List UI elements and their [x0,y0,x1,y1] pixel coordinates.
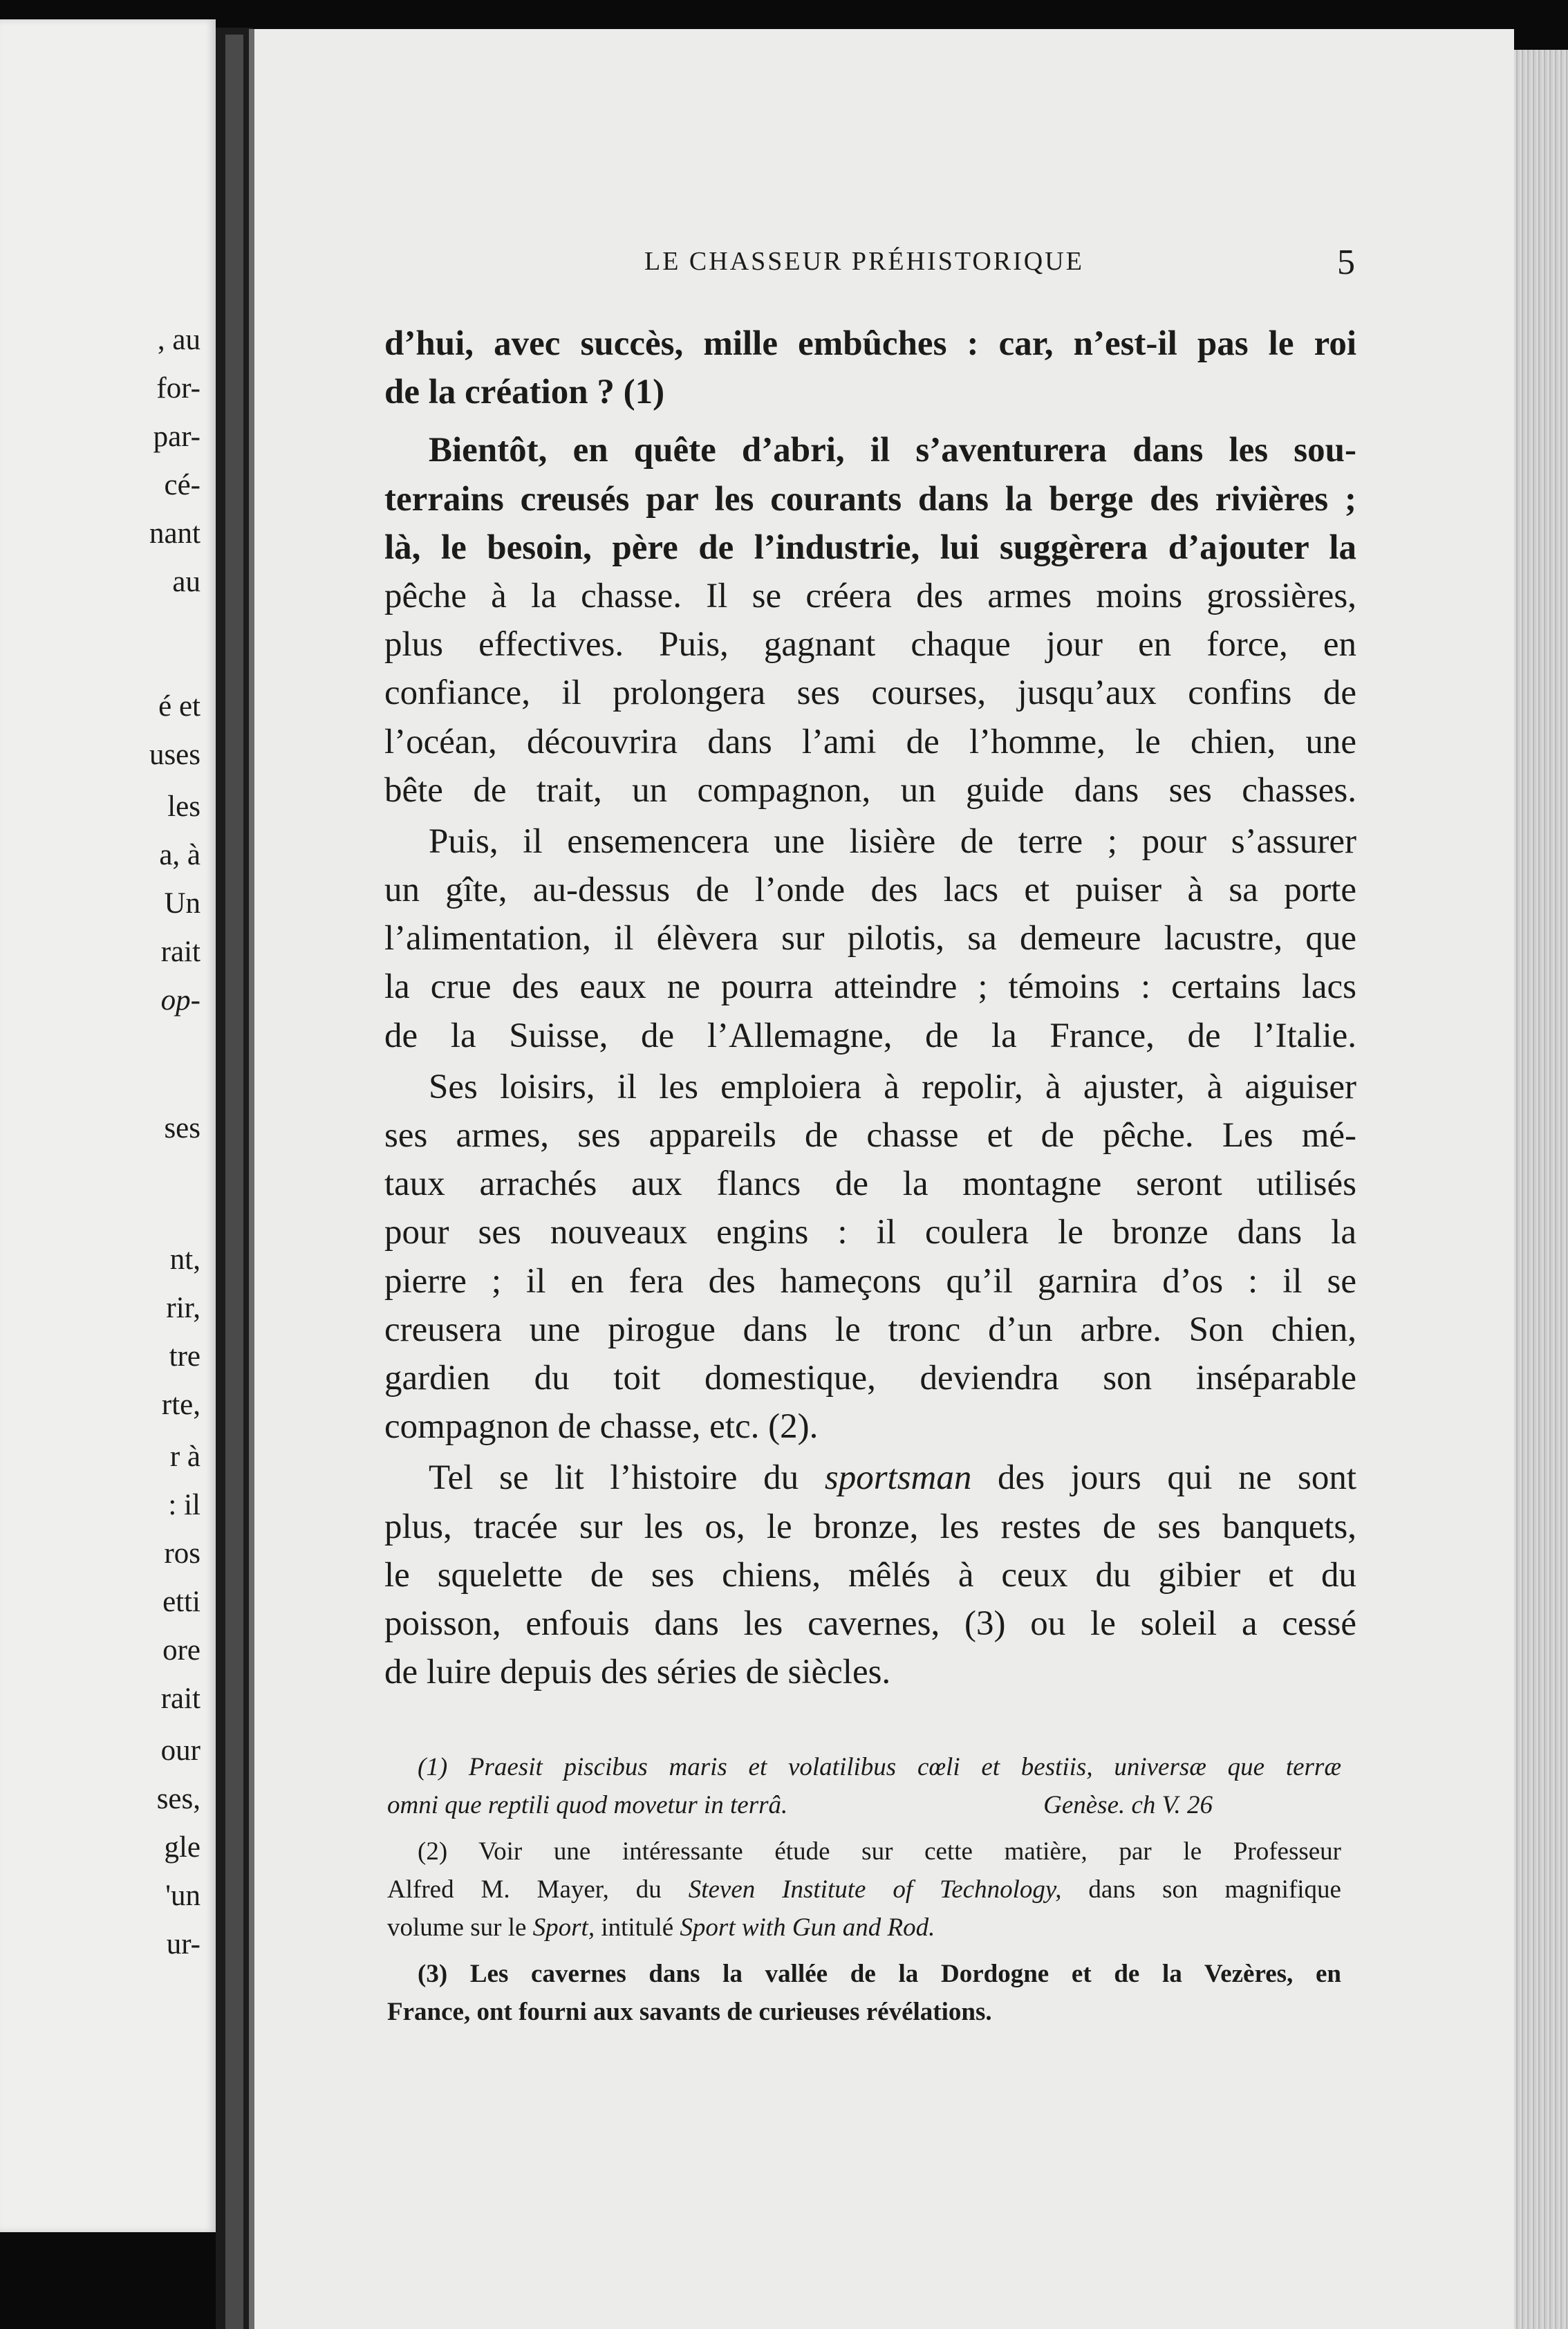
footnote-2-text: volume sur le [387,1913,533,1942]
previous-page-fragment: nt, [169,1243,200,1276]
previous-page-fragment: ros [164,1537,200,1570]
text-line: pour ses nouveaux engins : il coulera le bronze dans la [384,1213,1356,1252]
text-line: l’océan, découvrira dans l’ami de l’homme, le chien, une [384,722,1356,761]
running-head: LE CHASSEUR PRÉHISTORIQUE [644,247,1084,276]
previous-page-fragment: rte, [161,1389,200,1421]
text-line: de la création ? (1) [384,373,665,412]
text-line: de luire depuis des séries de siècles. [384,1653,891,1692]
text-line: ses armes, ses appareils de chasse et de pêche. Les mé- [384,1116,1356,1155]
text-line: terrains creusés par les courants dans la berge des rivières ; [384,479,1356,519]
body-text [384,319,1356,1696]
page-number: 5 [1337,243,1355,282]
text-run: des jours qui ne sont [971,1458,1357,1498]
text-line: pêche à la chasse. Il se créera des armes moins grossières, [384,576,1356,615]
previous-page-fragment: 'un [165,1880,200,1912]
previous-page-fragment: ses, [156,1783,200,1815]
footnote-2-text: Alfred M. Mayer, du [387,1875,689,1904]
text-line: de la Suisse, de l’Allemagne, de la France, de l’Italie. [384,1016,1356,1055]
previous-page-fragment: for- [156,372,200,405]
text-line: plus, tracée sur les os, le bronze, les restes de ses banquets, [384,1507,1356,1546]
text-line: l’alimentation, il élèvera sur pilotis, sa demeure lacustre, que [384,919,1356,958]
page-stack-edges [1514,50,1568,2329]
footnote-2-line: (2) Voir une intéressante étude sur cette matière, par le Professeur [418,1837,1341,1866]
footnote-1-line [387,1786,1341,1824]
text-line: d’hui, avec succès, mille embûches : car, n’est-il pas le roi [384,324,1356,363]
text-line: le squelette de ses chiens, mêlés à ceux du gibier et du [384,1555,1356,1595]
previous-page-fragment: rir, [166,1292,200,1324]
text-line: taux arrachés aux flancs de la montagne seront utilisés [384,1164,1356,1204]
footnote-2-title: Sport, [532,1913,595,1942]
footnote-2-line [387,1871,1341,1909]
previous-page-fragment: uses [149,739,200,771]
previous-page-fragment: Un [164,887,200,920]
previous-page-fragment: a, à [159,839,200,871]
footnote-1-text: omni que reptili quod movetur in terrâ. [387,1791,788,1819]
footnote-1-line: (1) Praesit piscibus maris et volatilibus cœli et bestiis, universæ que terræ [418,1753,1341,1781]
text-line: creusera une pirogue dans le tronc d’un arbre. Son chien, [384,1310,1356,1349]
previous-page-fragment: é et [158,690,200,723]
previous-page-fragment: par- [153,420,200,453]
previous-page-fragment: op- [160,984,200,1017]
text-line: un gîte, au-dessus de l’onde des lacs et puiser à sa porte [384,871,1356,910]
text-line: confiance, il prolongera ses courses, jusqu’aux confins de [384,674,1356,713]
previous-page-fragment: rait [160,1682,200,1715]
text-line: compagnon de chasse, etc. (2). [384,1407,819,1447]
text-line: gardien du toit domestique, deviendra son inséparable [384,1358,1356,1398]
text-run: Tel se lit l’histoire du [429,1458,799,1498]
footnote-2-title: Steven Institute of Technology, [688,1875,1062,1904]
text-line: plus effectives. Puis, gagnant chaque jour en force, en [384,625,1356,665]
previous-page-fragment: ses [164,1112,200,1144]
text-line: Bientôt, en quête d’abri, il s’aventurera dans les sou- [429,431,1356,470]
previous-page-fragment: our [160,1734,200,1767]
previous-page-edge [0,19,216,2232]
footnote-3-line: (3) Les cavernes dans la vallée de la Dordogne et de la Vezères, en [418,1960,1341,1988]
footnotes [387,1748,1341,2031]
previous-page-fragment: , au [157,324,200,356]
emphasis: sportsman [824,1458,972,1498]
previous-page-fragment: : il [168,1489,200,1521]
text-line: poisson, enfouis dans les cavernes, (3) ou le soleil a cessé [384,1604,1356,1643]
text-line: Puis, il ensemencera une lisière de terre ; pour s’assurer [429,822,1356,861]
footnote-2-text: dans son magnifique [1061,1875,1341,1904]
text-line: pierre ; il en fera des hameçons qu’il garnira d’os : il se [384,1261,1356,1301]
text-line: Ses loisirs, il les emploiera à repolir, à ajuster, à aiguiser [429,1067,1356,1106]
text-line: là, le besoin, père de l’industrie, lui suggèrera d’ajouter la [384,528,1356,567]
footnote-1-reference: Genèse. ch V. 26 [1043,1791,1213,1819]
footnote-2-text: intitulé [595,1913,680,1942]
previous-page-fragment: ur- [166,1928,200,1960]
gutter-shadow [225,35,243,2329]
text-line: bête de trait, un compagnon, un guide dans ses chasses. [384,770,1356,810]
footnote-3-line: France, ont fourni aux savants de curieuses révélations. [387,1998,992,2026]
footnote-2-title: Sport with Gun and Rod. [680,1913,935,1942]
previous-page-fragment: gle [164,1831,200,1864]
text-line [384,1454,1356,1502]
text-line: la crue des eaux ne pourra atteindre ; témoins : certains lacs [384,967,1356,1007]
previous-page-fragment: ore [162,1634,200,1667]
previous-page-fragment: etti [162,1586,200,1618]
previous-page-fragment: cé- [164,469,200,501]
page-edge-line [249,29,254,2329]
previous-page-fragment: r à [169,1440,200,1473]
previous-page-fragment: les [167,790,200,823]
previous-page-fragment: tre [169,1340,200,1373]
footnote-2-line [387,1909,1341,1947]
previous-page-fragment: au [172,566,200,598]
previous-page-fragment: nant [149,517,200,550]
previous-page-fragment: rait [160,936,200,968]
